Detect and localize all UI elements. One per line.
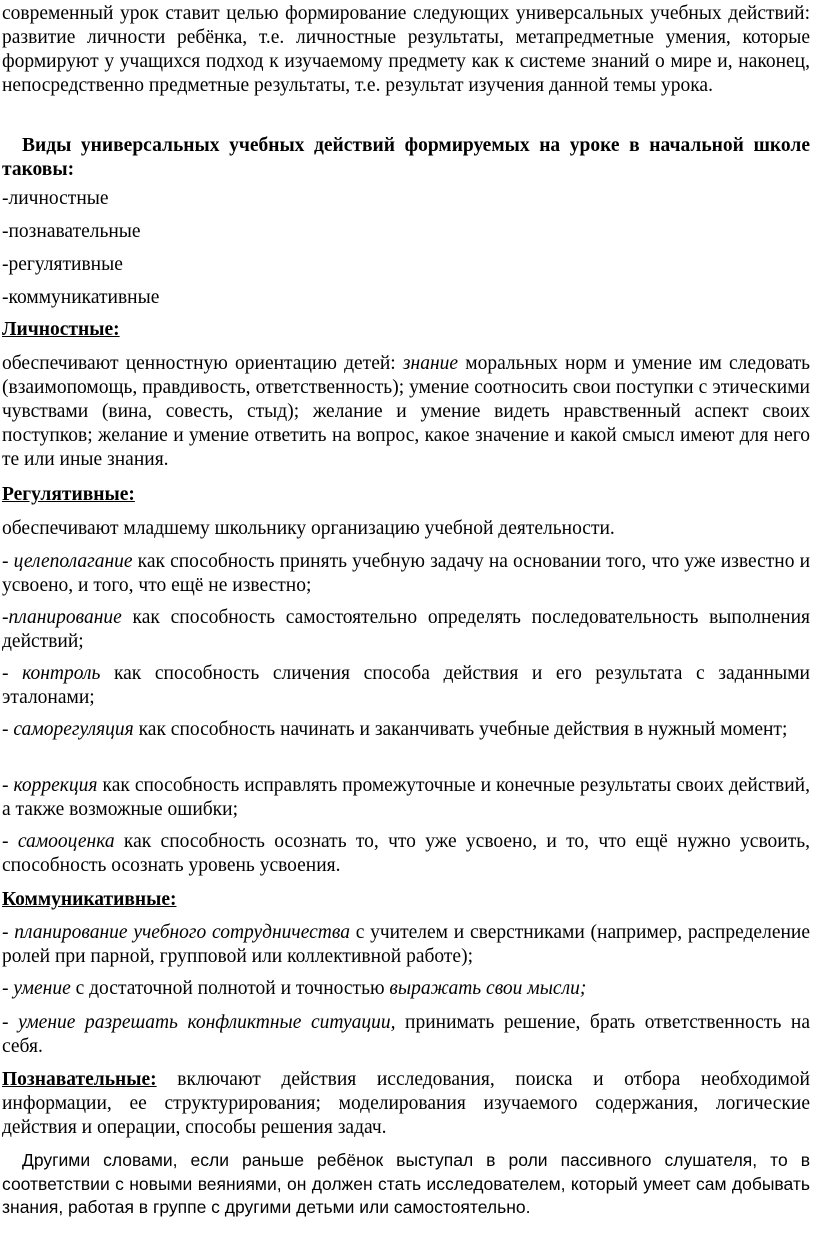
communicative-item-conflict: - умение разрешать конфликтные ситуации, принимать решение, брать ответственность на себя. — [2, 1012, 810, 1057]
regulatory-item-selfregulation: - саморегуляция как способность начинать и заканчивать учебные действия в нужный момент; — [2, 719, 788, 740]
regulatory-heading: Регулятивные: — [2, 484, 135, 505]
regulatory-item-goal: - целеполагание как способность принять учебную задачу на основании того, что уже известно и усвоено, и того, что ещё не известно; — [2, 551, 811, 596]
list-item: -регулятивные — [2, 254, 123, 275]
personal-paragraph: обеспечивают ценностную ориентацию детей: знание моральных норм и умение им следовать (взаимопомощь, правдивость, ответственность); умение соотносить свои поступки с этическими чувствами (вина, совесть, стыд); желание и умение видеть нравственный аспект своих поступков; желание и умение ответить на вопрос, какое значение и какой смысл имеют для него те или иные знания. — [2, 353, 811, 470]
regulatory-item-control: - контроль как способность сличения способа действия и его результата с заданными эталонами; — [2, 663, 810, 708]
closing-paragraph: Другими словами, если раньше ребёнок выступал в роли пассивного слушателя, то в соответствии с новыми веяниями, он должен стать исследователем, который умеет сам добывать знания, работая в группе с другими детьми или самостоятельно. — [2, 1150, 810, 1217]
personal-heading: Личностные: — [2, 319, 120, 340]
communicative-item-cooperation: - планирование учебного сотрудничества с учителем и сверстниками (например, распределение ролей при парной, групповой или коллективной работе); — [2, 922, 811, 967]
list-item: -познавательные — [2, 221, 141, 242]
regulatory-item-selfassessment: - самооценка как способность осознать то, что уже усвоено, и то, что ещё нужно усвоить, способность осознать уровень усвоения. — [2, 831, 810, 876]
regulatory-item-planning: -планирование как способность самостоятельно определять последовательность выполнения действий; — [2, 607, 810, 652]
types-list — [0, 187, 812, 310]
communicative-item-expression: - умение с достаточной полнотой и точностью выражать свои мысли; — [2, 978, 587, 999]
list-item: -личностные — [2, 188, 109, 209]
regulatory-item-correction: - коррекция как способность исправлять промежуточные и конечные результаты своих действий, а также возможные ошибки; — [2, 775, 810, 820]
intro-paragraph: современный урок ставит целью формирование следующих универсальных учебных действий: развитие личности ребёнка, т.е. личностные результаты, метапредметные умения, которые формируют у учащихся подход к изучаемому предмету как к системе знаний о мире и, наконец, непосредственно предметные результаты, т.е. результат изучения данной темы урока. — [2, 3, 810, 96]
list-item: -коммуникативные — [2, 287, 160, 308]
regulatory-intro: обеспечивают младшему школьнику организацию учебной деятельности. — [2, 518, 615, 539]
communicative-heading: Коммуникативные: — [2, 889, 177, 910]
cognitive-paragraph: Познавательные: включают действия исследования, поиска и отбора необходимой информации, ее структурирования; моделирования изучаемого содержания, логические действия и операции, способы решения задач. — [2, 1069, 810, 1138]
types-heading: Виды универсальных учебных действий формируемых на уроке в начальной школе таковы: — [2, 135, 810, 180]
